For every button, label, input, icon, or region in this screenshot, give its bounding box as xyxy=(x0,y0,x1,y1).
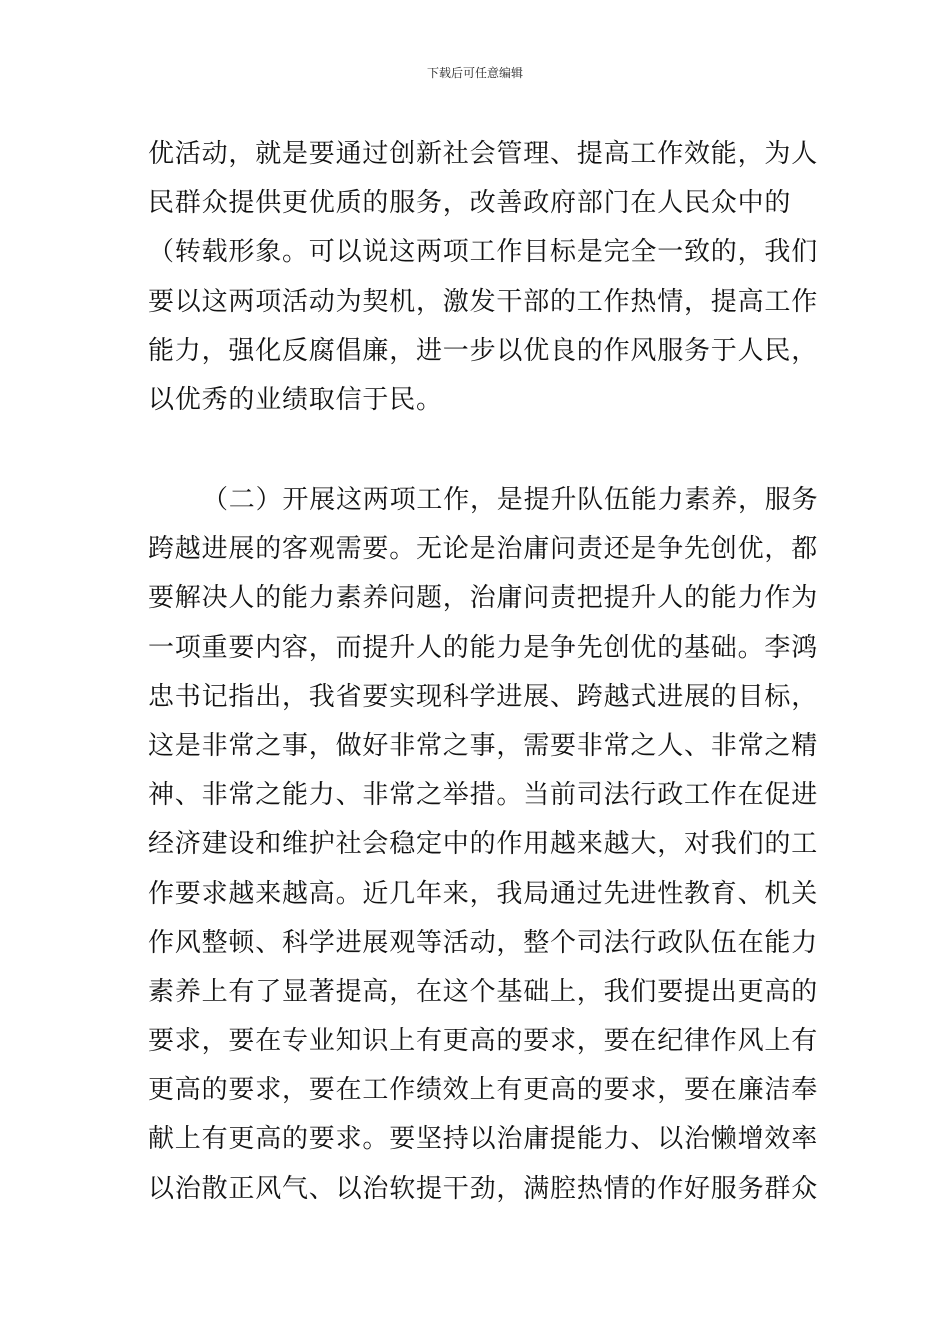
paragraph-1-line: 要以这两项活动为契机，激发干部的工作热情，提高工作 xyxy=(148,286,819,317)
paragraph-1-line: 以优秀的业绩取信于民。 xyxy=(148,384,443,415)
paragraph-2-line: 作要求越来越高。近几年来，我局通过先进性教育、机关 xyxy=(148,878,819,909)
paragraph-2-line: 素养上有了显著提高，在这个基础上，我们要提出更高的 xyxy=(148,976,819,1007)
paragraph-2-line: 作风整顿、科学进展观等活动，整个司法行政队伍在能力 xyxy=(148,927,819,958)
paragraph-2 xyxy=(148,476,819,1214)
paragraph-2-line: 经济建设和维护社会稳定中的作用越来越大，对我们的工 xyxy=(148,829,819,860)
paragraph-2-line: 要解决人的能力素养问题，治庸问责把提升人的能力作为 xyxy=(148,583,819,614)
paragraph-2-line: 忠书记指出，我省要实现科学进展、跨越式进展的目标， xyxy=(148,681,819,712)
paragraph-2-line: 这是非常之事，做好非常之事，需要非常之人、非常之精 xyxy=(148,730,819,761)
paragraph-2-line: 神、非常之能力、非常之举措。当前司法行政工作在促进 xyxy=(148,780,819,811)
paragraph-1-line: （转载形象。可以说这两项工作目标是完全一致的，我们 xyxy=(148,237,819,268)
paragraph-1-line: 民群众提供更优质的服务，改善政府部门在人民众中的 xyxy=(148,188,792,219)
paragraph-1-line: 优活动，就是要通过创新社会管理、提高工作效能，为人 xyxy=(148,139,819,169)
paragraph-1 xyxy=(148,130,819,425)
paragraph-2-line: （二）开展这两项工作，是提升队伍能力素养，服务 xyxy=(202,485,819,515)
paragraph-1-line: 能力，强化反腐倡廉，进一步以优良的作风服务于人民， xyxy=(148,335,819,366)
paragraph-2-line: 献上有更高的要求。要坚持以治庸提能力、以治懒增效率 xyxy=(148,1124,819,1155)
page-header: 下载后可任意编辑 xyxy=(426,66,523,80)
paragraph-2-line: 跨越进展的客观需要。无论是治庸问责还是争先创优，都 xyxy=(148,534,819,565)
paragraph-2-line: 更高的要求，要在工作绩效上有更高的要求，要在廉洁奉 xyxy=(148,1075,819,1106)
paragraph-2-line: 一项重要内容，而提升人的能力是争先创优的基础。李鸿 xyxy=(148,632,819,663)
paragraph-2-line: 要求，要在专业知识上有更高的要求，要在纪律作风上有 xyxy=(148,1026,819,1057)
paragraph-2-line: 以治散正风气、以治软提干劲，满腔热情的作好服务群众 xyxy=(148,1173,819,1204)
